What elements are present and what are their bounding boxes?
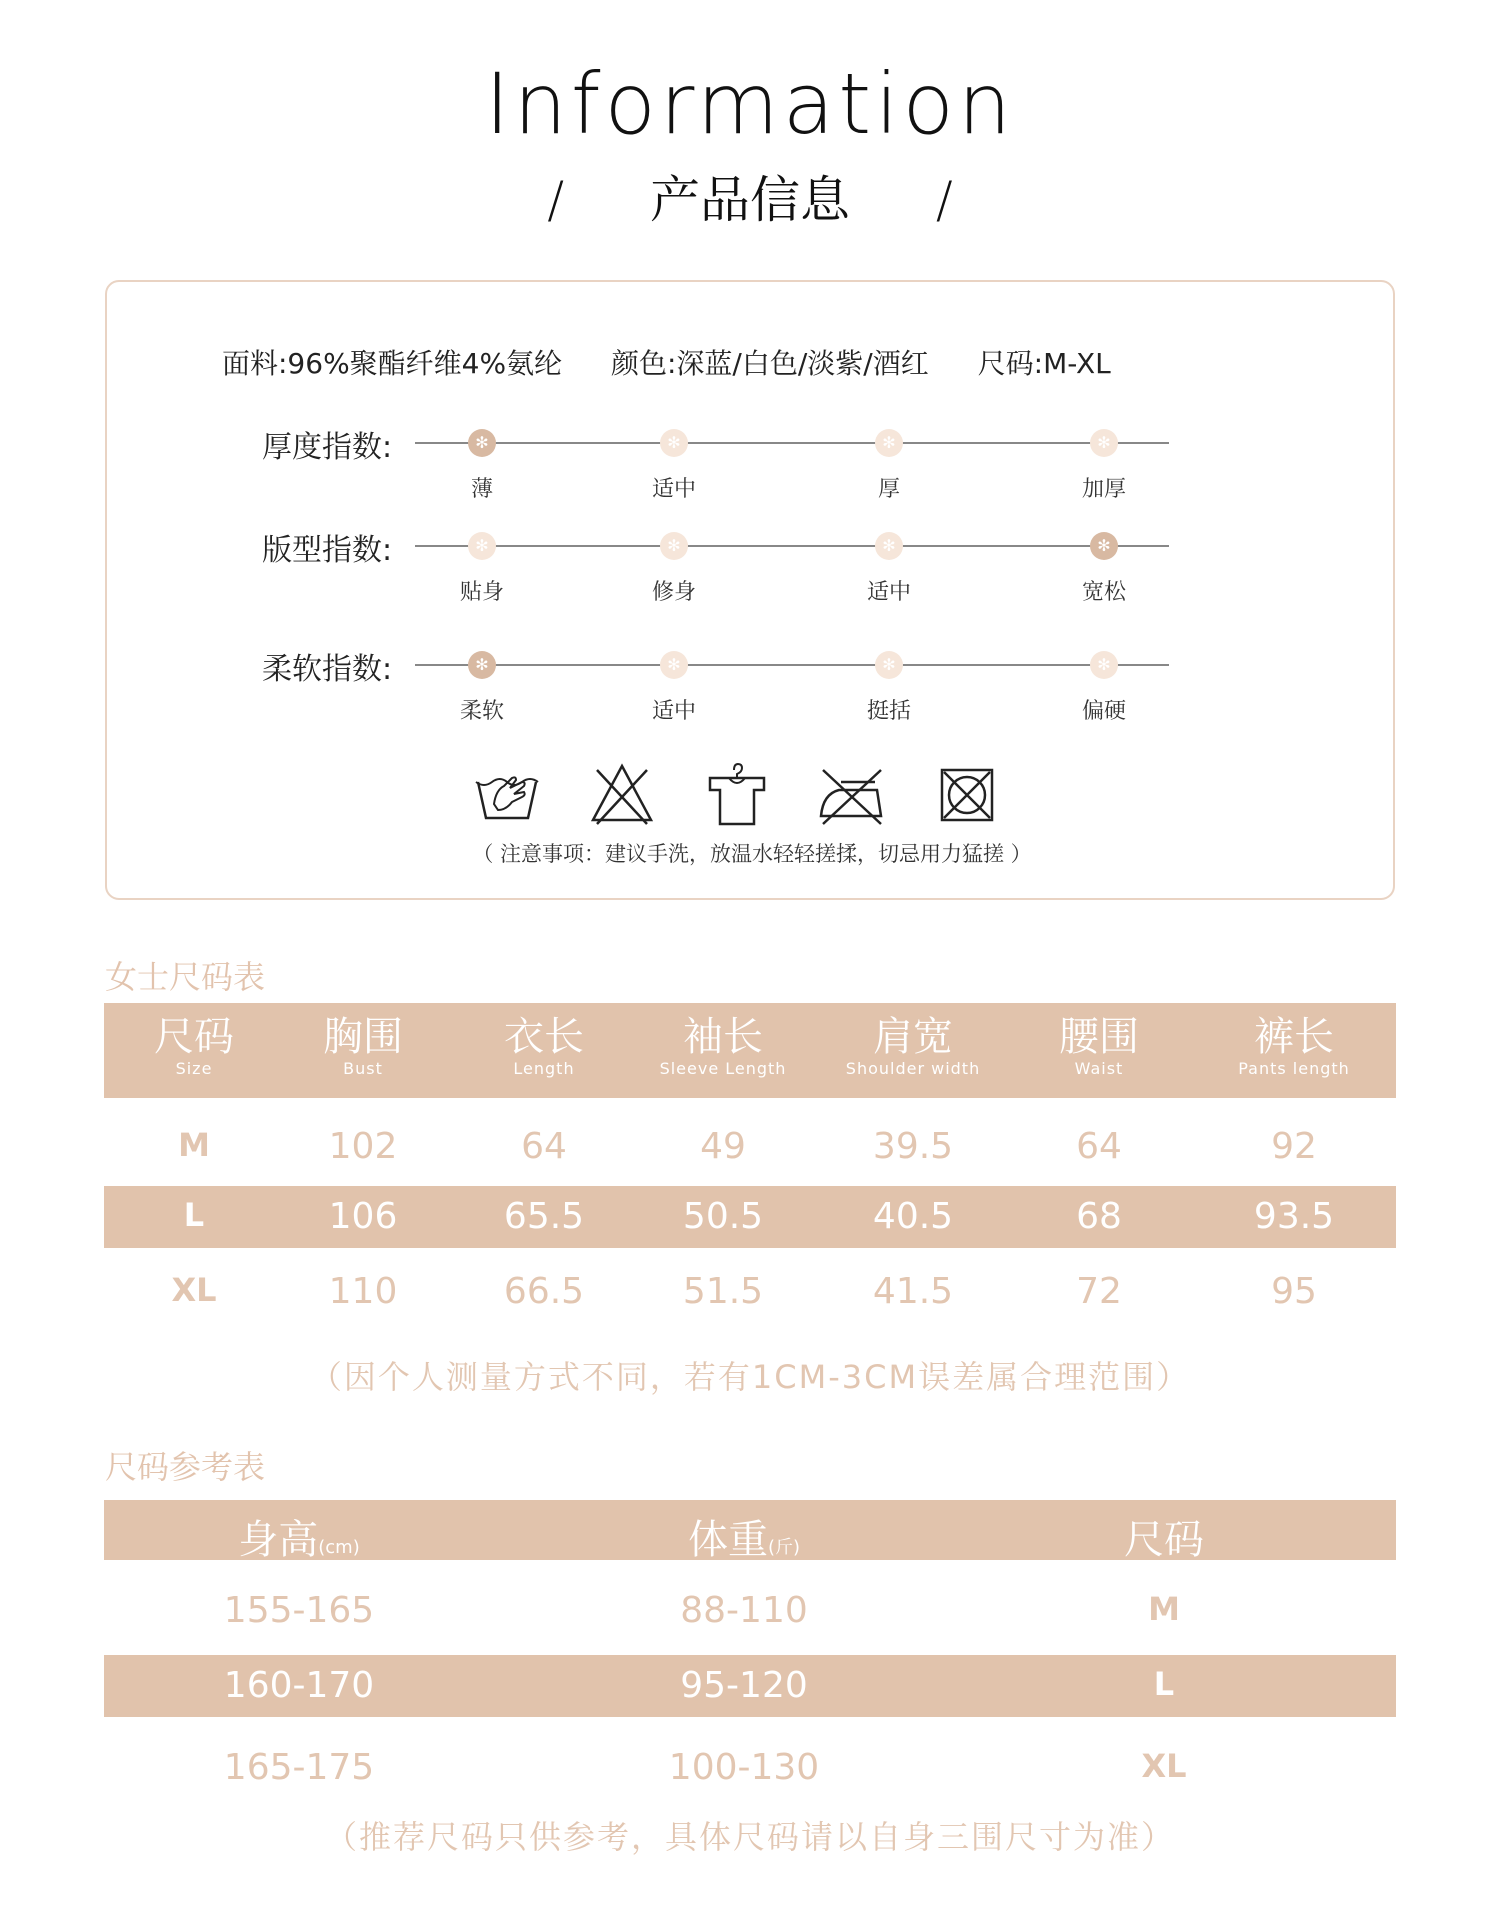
ref-table-cell: 165-175 [223,1747,375,1788]
index-label: 厚度指数: [262,430,393,465]
care-icons [472,760,1032,830]
table-cell: 66.5 [503,1271,585,1312]
index-option-label: 适中 [866,580,912,605]
index-dot: ✻ [875,651,903,679]
index-row [107,644,1397,734]
table-cell: 106 [328,1196,398,1237]
no-iron-icon [817,760,887,830]
ref-table-row [104,1737,1396,1799]
table-cell: 51.5 [682,1271,764,1312]
title-english: Information [484,55,1016,153]
care-note: （ 注意事项：建议手洗，放温水轻轻搓揉，切忌用力猛搓 ） [472,842,1032,866]
table-row [104,1186,1396,1248]
ref-table-cell: M [1148,1590,1180,1628]
ref-table-row [104,1655,1396,1717]
column-header [504,1015,584,1079]
index-dot: ✻ [660,532,688,560]
index-dot: ✻ [1090,429,1118,457]
index-row [107,525,1397,615]
ref-table-cell: XL [1141,1747,1187,1785]
ref-column-header [688,1508,800,1565]
table-cell: XL [171,1271,217,1309]
table-cell: 102 [328,1126,398,1167]
column-header [660,1015,787,1079]
ref-table-title: 尺码参考表 [105,1448,266,1486]
ref-table-cell: 95-120 [680,1665,808,1706]
title-slash-left: / [547,171,565,229]
table-row [104,1116,1396,1178]
ref-column-header-main: 尺码 [1124,1517,1204,1563]
table-cell: 41.5 [872,1271,954,1312]
ref-table-cell: 88-110 [680,1590,808,1631]
index-dot-selected: ✻ [1090,532,1118,560]
index-option-label: 挺括 [866,699,912,724]
column-header-en: Shoulder width [845,1059,981,1078]
table-cell: 49 [700,1126,746,1167]
spec-line [222,342,1151,382]
ref-table-cell: L [1153,1665,1175,1703]
index-option-label: 贴身 [459,580,505,605]
column-header-cn: 尺码 [154,1014,234,1060]
table-cell: 65.5 [503,1196,585,1237]
ref-table-header [104,1500,1396,1563]
index-track [415,442,1169,444]
column-header [323,1015,403,1079]
index-track [415,664,1169,666]
table-cell: 64 [1076,1126,1122,1167]
index-label: 版型指数: [262,533,393,568]
index-dot-selected: ✻ [468,651,496,679]
size-spec: 尺码:M-XL [977,347,1111,380]
index-option-label: 偏硬 [1081,699,1127,724]
size-table-note: （因个人测量方式不同，若有1CM-3CM误差属合理范围） [309,1358,1191,1396]
ref-table-cell: 155-165 [223,1590,375,1631]
table-cell: L [183,1196,205,1234]
index-dot: ✻ [468,532,496,560]
index-option-label: 修身 [651,580,697,605]
index-option-label: 薄 [470,477,494,502]
column-header-en: Length [513,1059,575,1078]
index-option-label: 适中 [651,699,697,724]
index-dot-selected: ✻ [468,429,496,457]
ref-column-header-main: 身高 [238,1517,319,1563]
ref-column-header [238,1508,359,1565]
no-bleach-icon [587,760,657,830]
ref-column-header-main: 体重 [687,1517,768,1563]
ref-column-header-unit: (cm) [318,1537,360,1558]
size-table-title: 女士尺码表 [105,958,266,996]
table-cell: 68 [1076,1196,1122,1237]
index-track [415,545,1169,547]
hand-wash-icon [472,760,542,830]
title-chinese [0,160,1500,232]
column-header-en: Sleeve Length [659,1059,787,1078]
column-header [154,1015,234,1079]
index-dot: ✻ [660,429,688,457]
fabric-spec: 面料:96%聚酯纤维4%氨纶 [222,347,563,380]
index-dot: ✻ [660,651,688,679]
title-slash-right: / [935,171,953,229]
index-option-label: 柔软 [459,699,505,724]
column-header-cn: 裤长 [1253,1014,1334,1060]
ref-column-header [1124,1508,1204,1565]
column-header-cn: 袖长 [683,1014,763,1060]
column-header-cn: 肩宽 [873,1014,953,1060]
column-header [1059,1015,1139,1079]
table-cell: 72 [1076,1271,1122,1312]
table-cell: 92 [1271,1126,1317,1167]
index-row [107,422,1397,512]
title-chinese-text: 产品信息 [650,171,850,229]
product-info-box [105,280,1395,900]
index-option-label: 加厚 [1081,477,1127,502]
index-dot: ✻ [875,429,903,457]
index-option-label: 适中 [651,477,697,502]
ref-table-row [104,1580,1396,1642]
ref-table-note: （推荐尺码只供参考，具体尺码请以自身三围尺寸为准） [324,1818,1175,1856]
table-cell: 50.5 [682,1196,764,1237]
column-header-cn: 衣长 [504,1014,584,1060]
ref-table-cell: 100-130 [668,1747,820,1788]
size-table-header [104,1003,1396,1098]
table-cell: 110 [328,1271,398,1312]
table-cell: 40.5 [872,1196,954,1237]
table-cell: 93.5 [1253,1196,1335,1237]
column-header [1238,1015,1350,1079]
color-spec: 颜色:深蓝/白色/淡紫/酒红 [611,347,929,380]
hang-dry-icon [702,760,772,830]
column-header-en: Size [175,1059,213,1078]
index-dot: ✻ [1090,651,1118,679]
column-header [846,1015,980,1079]
column-header-cn: 腰围 [1059,1014,1139,1060]
table-cell: M [178,1126,210,1164]
column-header-en: Pants length [1238,1059,1350,1078]
ref-table-cell: 160-170 [223,1665,375,1706]
index-dot: ✻ [875,532,903,560]
table-cell: 64 [521,1126,567,1167]
column-header-en: Waist [1074,1059,1124,1078]
table-cell: 95 [1271,1271,1317,1312]
no-tumble-dry-icon [932,760,1002,830]
index-option-label: 宽松 [1081,580,1127,605]
index-label: 柔软指数: [262,652,393,687]
table-cell: 39.5 [872,1126,954,1167]
table-row [104,1261,1396,1323]
index-option-label: 厚 [877,477,901,502]
ref-column-header-unit: (斤) [767,1537,801,1558]
column-header-en: Bust [343,1059,383,1078]
column-header-cn: 胸围 [323,1014,403,1060]
